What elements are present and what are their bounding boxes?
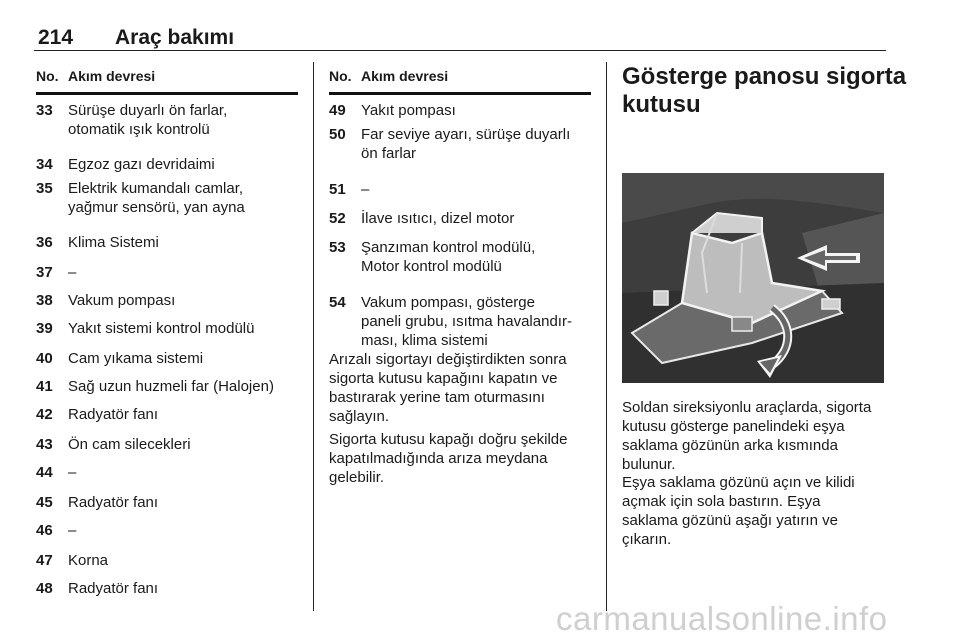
fuse-circuit: Yakıt sistemi kontrol modülü bbox=[68, 320, 255, 337]
fuse-number: 47 bbox=[36, 552, 53, 569]
fuse-circuit: – bbox=[361, 181, 370, 198]
page-header bbox=[0, 0, 960, 52]
fuse-number: 45 bbox=[36, 494, 53, 511]
fuse-number: 53 bbox=[329, 239, 346, 256]
fuse-circuit: İlave ısıtıcı, dizel motor bbox=[361, 210, 515, 227]
fuse-number: 46 bbox=[36, 522, 53, 539]
fuse-circuit: – bbox=[68, 264, 77, 281]
fuse-circuit: – bbox=[68, 464, 77, 481]
fuse-number: 42 bbox=[36, 406, 53, 423]
column-header-circuit: Akım devresi bbox=[68, 68, 156, 84]
fuse-circuit: Klima Sistemi bbox=[68, 234, 159, 251]
fuse-circuit: Elektrik kumandalı camlar, yağmur sensörü, yan ayna bbox=[68, 180, 245, 216]
section-title: Araç bakımı bbox=[115, 26, 235, 49]
fuse-number: 48 bbox=[36, 580, 53, 597]
column-divider-right bbox=[606, 62, 607, 611]
paragraph-fuse-box-location: Soldan sireksiyonlu araçlarda, sigorta kutusu gösterge panelindeki eşya saklama gözünün arka kısmında bulunur. bbox=[622, 399, 872, 473]
paragraph-cover-warning: Sigorta kutusu kapağı doğru şekilde kapatılmadığında arıza meydana gelebilir. bbox=[329, 431, 568, 486]
fuse-circuit: Korna bbox=[68, 552, 109, 569]
fuse-number: 41 bbox=[36, 378, 53, 395]
fuse-number: 43 bbox=[36, 436, 53, 453]
fuse-number: 51 bbox=[329, 181, 346, 198]
column-header-circuit: Akım devresi bbox=[361, 68, 449, 84]
header-underline bbox=[36, 92, 298, 95]
fuse-number: 44 bbox=[36, 464, 53, 481]
page-number: 214 bbox=[38, 26, 74, 49]
fuse-number: 37 bbox=[36, 264, 53, 281]
header-underline bbox=[329, 92, 591, 95]
glovebox-illustration-svg bbox=[622, 173, 884, 383]
fuse-table-header bbox=[329, 60, 591, 93]
fuse-table-header bbox=[36, 60, 298, 93]
fuse-circuit: Vakum pompası bbox=[68, 292, 176, 309]
fuse-circuit: – bbox=[68, 522, 77, 539]
column-header-no: No. bbox=[329, 68, 352, 84]
fuse-table-middle bbox=[329, 60, 591, 349]
fuse-circuit: Radyatör fanı bbox=[68, 406, 159, 423]
fuse-table-left bbox=[36, 60, 298, 597]
glovebox-removal-illustration bbox=[622, 173, 884, 383]
fuse-number: 33 bbox=[36, 102, 53, 119]
fuse-number: 38 bbox=[36, 292, 53, 309]
fuse-number: 50 bbox=[329, 126, 346, 143]
fuse-number: 39 bbox=[36, 320, 53, 337]
instrument-panel-fuse-box-title: Gösterge panosu sigorta kutusu bbox=[622, 63, 907, 118]
header-rule bbox=[34, 50, 886, 51]
fuse-circuit: Cam yıkama sistemi bbox=[68, 350, 204, 367]
fuse-circuit: Radyatör fanı bbox=[68, 580, 159, 597]
fuse-number: 36 bbox=[36, 234, 53, 251]
column-header-no: No. bbox=[36, 68, 59, 84]
watermark: carmanualsonline.info bbox=[556, 600, 888, 637]
fuse-number: 40 bbox=[36, 350, 53, 367]
fuse-circuit: Radyatör fanı bbox=[68, 494, 159, 511]
fuse-number: 52 bbox=[329, 210, 346, 227]
fuse-circuit: Egzoz gazı devridaimi bbox=[68, 156, 215, 173]
fuse-circuit: Far seviye ayarı, sürüşe duyarlı ön farlar bbox=[361, 126, 571, 162]
fuse-circuit: Vakum pompası, gösterge paneli grubu, ısıtma havalandır- ması, klima sistemi bbox=[361, 294, 572, 349]
fuse-number: 34 bbox=[36, 156, 53, 173]
fuse-number: 49 bbox=[329, 102, 346, 119]
fuse-circuit: Yakıt pompası bbox=[361, 102, 456, 119]
fuse-circuit: Şanzıman kontrol modülü, Motor kontrol modülü bbox=[361, 239, 536, 275]
fuse-number: 54 bbox=[329, 294, 346, 311]
paragraph-glovebox-removal: Eşya saklama gözünü açın ve kilidi açmak için sola bastırın. Eşya saklama gözünü aşağı yatırın ve çıkarın. bbox=[622, 474, 855, 548]
paragraph-replace-fuse: Arızalı sigortayı değiştirdikten sonra sigorta kutusu kapağını kapatın ve bastırarak yerine tam oturmasını sağlayın. bbox=[329, 351, 567, 425]
fuse-circuit: Ön cam silecekleri bbox=[68, 436, 191, 453]
fuse-number: 35 bbox=[36, 180, 53, 197]
fuse-circuit: Sürüşe duyarlı ön farlar, otomatik ışık kontrolü bbox=[68, 102, 228, 138]
column-divider-left bbox=[313, 62, 314, 611]
fuse-circuit: Sağ uzun huzmeli far (Halojen) bbox=[68, 378, 274, 395]
